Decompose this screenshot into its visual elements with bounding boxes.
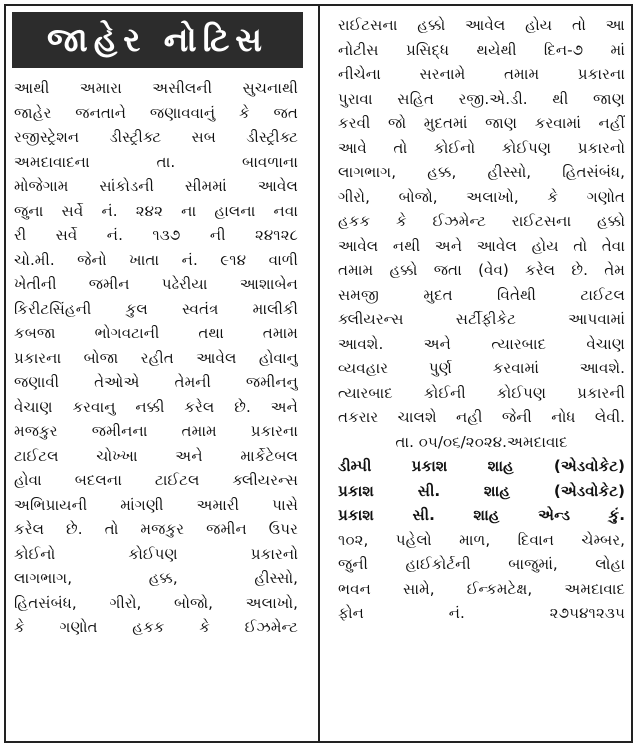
body-line: આવશે. અને ત્યારબાદ વેચાણ [338,334,625,353]
body-line: ગીરો, બોજો, અલાખો, કે ગણોત [338,187,625,206]
body-line: ખેતીની જમીન પઢેરીયા આશાબેન [14,275,298,293]
public-notice [4,4,633,743]
body-line: જણાવી તેઓએ તેમની જમીનનુ [14,373,298,391]
body-line: લાગભાગ, હક્ક, હીસ્સો, [14,569,298,587]
body-line: રાઈટસના હક્કો આવેલ હોય તો આ [338,16,625,34]
body-line: મજકુર જમીનના તમામ પ્રકારના [14,422,298,440]
body-line: કરવી જો મુદતમાં જાણ કરવામાં નહીં [338,114,625,132]
body-line: ટાઈટલ ચોખ્ખા અને માર્કેટેબલ [14,446,298,465]
body-line: ત્યારબાદ કોઈની કોઈપણ પ્રકારની [338,383,625,402]
address-line: ૧૦૨, પહેલો માળ, દિવાન ચેમ્બર, [338,530,625,549]
column-divider [318,6,320,741]
signatory-firm: પ્રકાશ સી. શાહ એન્ડ કું. [338,506,625,524]
body-line: જાહેર જનતાને જણાવવાનું કે જત [14,103,298,122]
body-line: હિતસંબંધ, ગીરો, બોજો, અલાખો, [14,593,298,612]
body-line: આવેલ નથી અને આવેલ હોય તો તેવા [338,236,625,255]
body-line: આથી અમારા અસીલની સુચનાથી [14,79,298,97]
right-column [338,13,625,626]
body-line: રી સર્વે નં. ૧૩૭ ની ૨૪૧૨૮ [14,226,298,244]
body-line: કરેલ છે. તો મજકુર જમીન ઉપર [14,520,298,538]
body-line: આવે તો કોઈનો કોઈપણ પ્રકારનો [338,138,625,157]
body-line: નોટીસ પ્રસિદ્ધ થયેથી દિન-૭ માં [338,40,625,59]
body-line: ચો.મી. જેનો ખાતા નં. ૯૧૪ વાળી [14,250,298,269]
signatory-advocate-2: પ્રકાશ સી. શાહ (એડવોકેટ) [338,481,625,500]
left-column [14,76,298,640]
body-line: સમજી મુદત વિતેથી ટાઈટલ [338,285,625,304]
body-line: અભિપ્રાયની માંગણી અમારી પાસે [14,495,298,514]
body-line: વેચાણ કરવાનુ નક્કી કરેલ છે. અને [14,397,298,416]
body-line: તમામ હક્કો જતા (વેવ) કરેલ છે. તેમ [338,261,625,279]
body-line: વ્યવહાર પુર્ણ કરવામાં આવશે. [338,359,625,377]
body-line: કે ગણોત હકક કે ઈઝમેન્ટ [14,618,298,636]
body-line: હોવા બદલના ટાઈટલ ક્લીયરન્સ [14,471,298,489]
body-line: કિરીટસિંહની કુલ સ્વતંત્ર માલીકી [14,299,298,318]
phone-line: ફોન નં. ૨૭૫૪૧૨૩૫ [338,604,625,622]
body-line: રજીસ્ટ્રેશન ડીસ્ટ્રીક્ટ સબ ડીસ્ટ્રીક્ટ [14,128,298,146]
address-line: જુની હાઈકોર્ટની બાજુમાં, લોહા [338,555,625,573]
address-line: ભવન સામે, ઈન્કમટેક્ષ, અમદાવાદ [338,579,625,598]
body-line: નીચેના સરનામે તમામ પ્રકારના [338,65,625,83]
body-line: કબજા ભોગવટાની તથા તમામ [14,324,298,342]
notice-title-box [12,12,303,68]
body-line: ક્લીયરન્સ સર્ટીફીકેટ આપવામાં [338,310,625,328]
notice-title: જાહેર નોટિસ [46,20,269,59]
body-line: પ્રકારના બોજા રહીત આવેલ હોવાનુ [14,348,298,367]
notice-date: તા. ૦૫/૦૬/૨૦૨૪.અમદાવાદ [395,432,568,451]
body-line: પુરાવા સહિત રજી.એ.ડી. થી જાણ [338,89,625,108]
body-line: કોઈનો કોઈપણ પ્રકારનો [14,544,298,563]
body-line: જુના સર્વે નં. ૨૪૨ ના હાલના નવા [14,201,298,220]
body-line: અમદાવાદના તા. બાવળાના [14,152,298,171]
body-line: હકક કે ઈઝમેન્ટ રાઈટસના હક્કો [338,212,625,230]
body-line: મોજેગામ સાંકોડની સીમમાં આવેલ [14,177,298,195]
signatory-advocate-1: ડીમ્પી પ્રકાશ શાહ (એડવોકેટ) [338,457,625,475]
body-line: તકરાર ચાલશે નહી જેની નોધ લેવી. [338,408,625,426]
body-line: લાગભાગ, હક્ક, હીસ્સો, હિતસંબંધ, [338,163,625,181]
